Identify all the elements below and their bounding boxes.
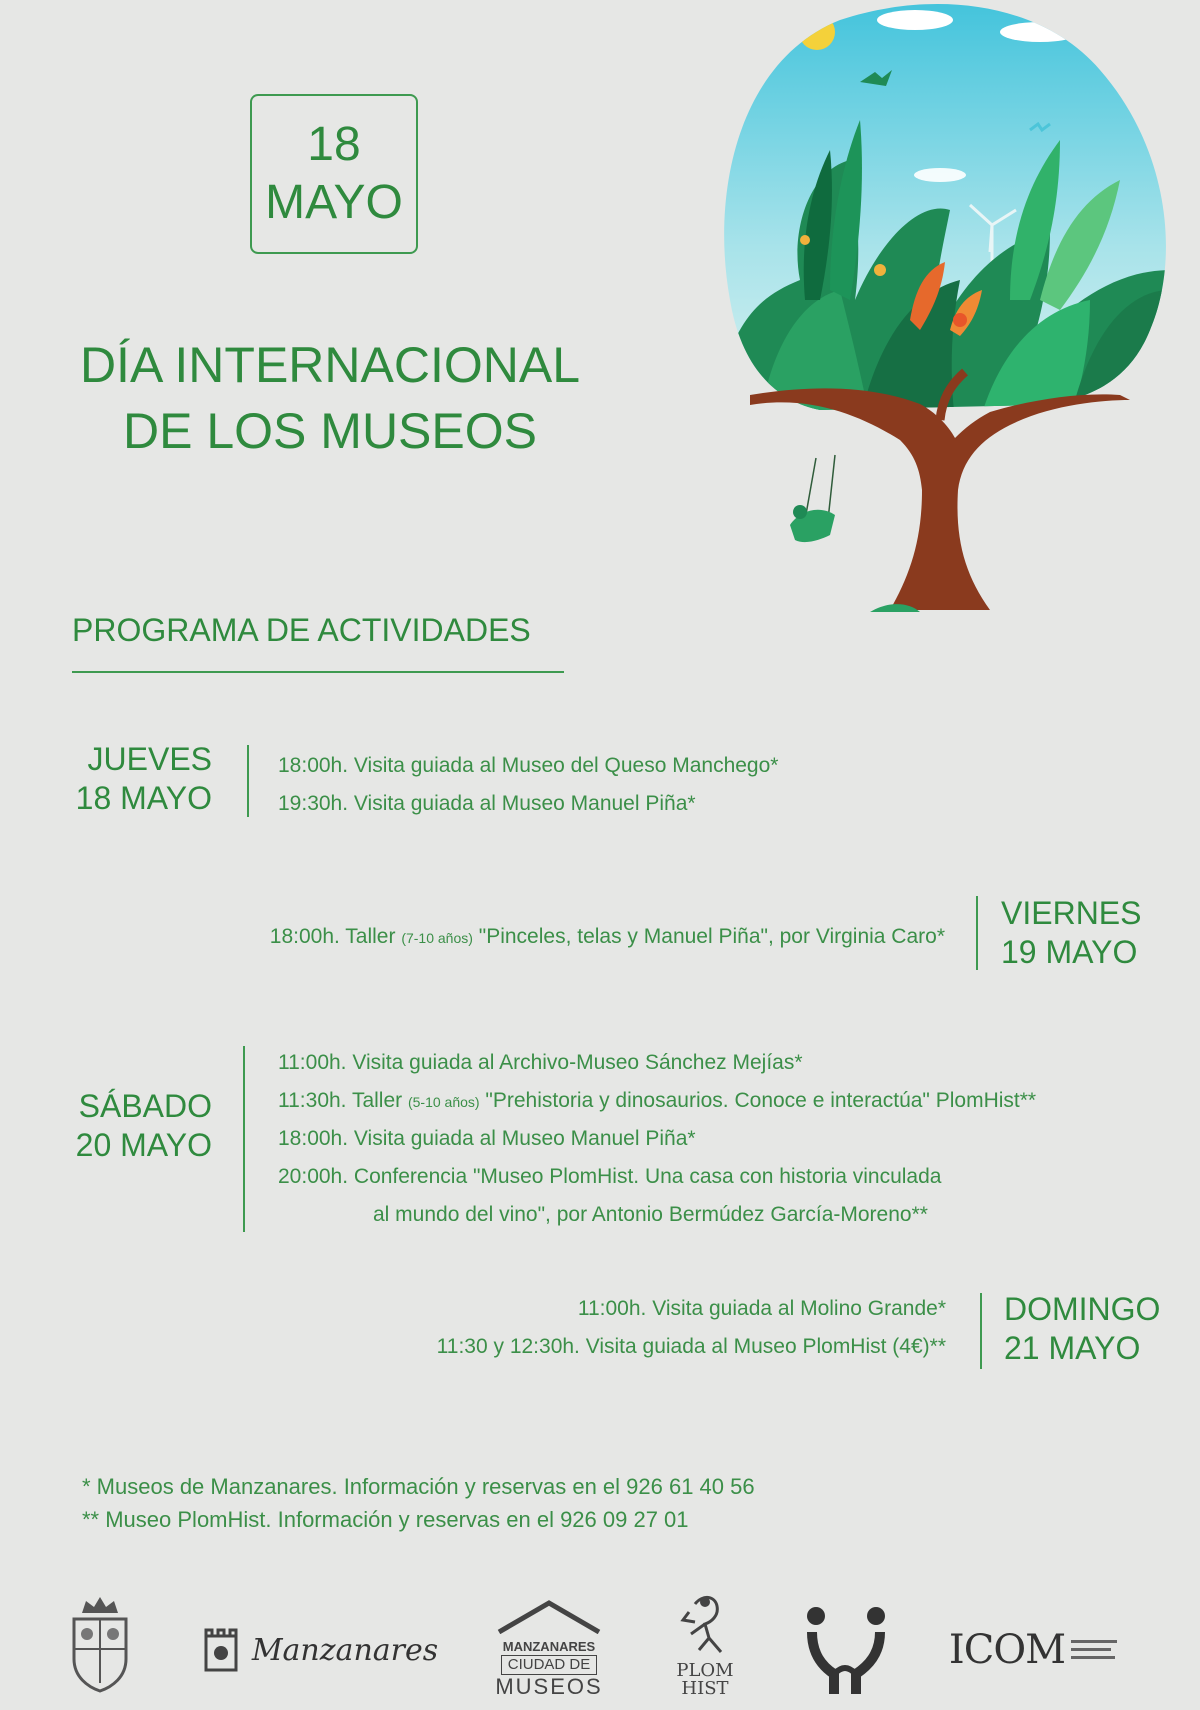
day-label-jueves — [60, 740, 212, 818]
icom-text: ICOM — [948, 1627, 1066, 1673]
activity-item: 11:00h. Visita guiada al Archivo-Museo Sánchez Mejías* — [278, 1051, 803, 1074]
date-box-day: 18 — [307, 118, 361, 171]
day-divider — [247, 745, 249, 817]
activity-item: 19:30h. Visita guiada al Museo Manuel Piña* — [278, 792, 696, 815]
day-label-domingo — [1004, 1290, 1160, 1368]
footnotes — [82, 1470, 755, 1536]
tree-illustration — [710, 0, 1170, 625]
footnote-museos: * Museos de Manzanares. Información y reservas en el 926 61 40 56 — [82, 1474, 755, 1499]
activity-item: 18:00h. Visita guiada al Museo Manuel Piña* — [278, 1127, 696, 1150]
activity-item — [278, 1082, 1036, 1121]
tree-trunk — [750, 388, 1130, 610]
activity-age-range: (7-10 años) — [401, 930, 473, 946]
program-divider — [72, 671, 564, 673]
day-date: 21 MAYO — [1004, 1330, 1141, 1366]
activity-age-range: (5-10 años) — [407, 1094, 480, 1110]
activity-item: 11:00h. Visita guiada al Molino Grande* — [577, 1297, 946, 1320]
activity-item — [100, 918, 945, 957]
day-label-sabado — [60, 1087, 212, 1165]
plomhist-logo — [665, 1592, 745, 1704]
manzanares-script-text: Manzanares — [251, 1632, 439, 1668]
icom-logo — [940, 1620, 1130, 1680]
day-weekday: SÁBADO — [78, 1088, 212, 1124]
plomhist-line2: HIST — [681, 1678, 729, 1699]
title-line-1: DÍA INTERNACIONAL — [79, 337, 581, 393]
day-weekday: DOMINGO — [1004, 1291, 1161, 1327]
museum-network-logo — [800, 1600, 890, 1700]
activity-text: 18:00h. Taller — [269, 925, 402, 948]
date-box-month: MAYO — [265, 176, 403, 229]
coat-of-arms-logo — [55, 1585, 145, 1700]
day-weekday: VIERNES — [1001, 895, 1142, 931]
plomhist-figure-icon — [675, 1592, 735, 1658]
day-divider — [980, 1293, 982, 1369]
ciudad-museos-line1: MANZANARES — [502, 1639, 596, 1654]
day-date: 18 MAYO — [75, 780, 212, 816]
page-title — [60, 332, 600, 464]
title-line-2: DE LOS MUSEOS — [123, 403, 537, 459]
activity-item: 20:00h. Conferencia "Museo PlomHist. Una casa con historia vinculada — [278, 1165, 942, 1188]
activity-item: 18:00h. Visita guiada al Museo del Queso Manchego* — [278, 754, 779, 777]
day-date: 20 MAYO — [75, 1127, 212, 1163]
day-label-viernes — [1001, 894, 1141, 972]
sun-icon — [799, 14, 835, 50]
day-divider — [243, 1046, 245, 1232]
day-weekday: JUEVES — [87, 741, 212, 777]
program-heading: PROGRAMA DE ACTIVIDADES — [72, 612, 531, 648]
manzanares-script-logo — [200, 1620, 440, 1680]
activity-item: 11:30 y 12:30h. Visita guiada al Museo PlomHist (4€)** — [436, 1335, 946, 1358]
activity-text: "Prehistoria y dinosaurios. Conoce e interactúa" PlomHist** — [479, 1089, 1037, 1112]
activity-text: "Pinceles, telas y Manuel Piña", por Virginia Caro* — [472, 925, 945, 948]
ciudad-museos-line3: MUSEOS — [495, 1674, 603, 1699]
activity-item-continued: al mundo del vino", por Antonio Bermúdez García-Moreno** — [373, 1203, 928, 1226]
icom-tagline-icon — [1071, 1636, 1121, 1664]
plomhist-line1: PLOM — [676, 1660, 734, 1681]
activity-text: 11:30h. Taller — [278, 1089, 408, 1112]
ciudad-museos-line2: CIUDAD DE — [501, 1655, 597, 1675]
date-box — [250, 94, 418, 254]
footnote-plomhist: ** Museo PlomHist. Información y reservas en el 926 09 27 01 — [82, 1507, 689, 1532]
ciudad-museos-logo — [495, 1600, 603, 1698]
manzanares-emblem-icon — [202, 1626, 242, 1674]
day-divider — [976, 896, 978, 970]
day-date: 19 MAYO — [1001, 934, 1138, 970]
